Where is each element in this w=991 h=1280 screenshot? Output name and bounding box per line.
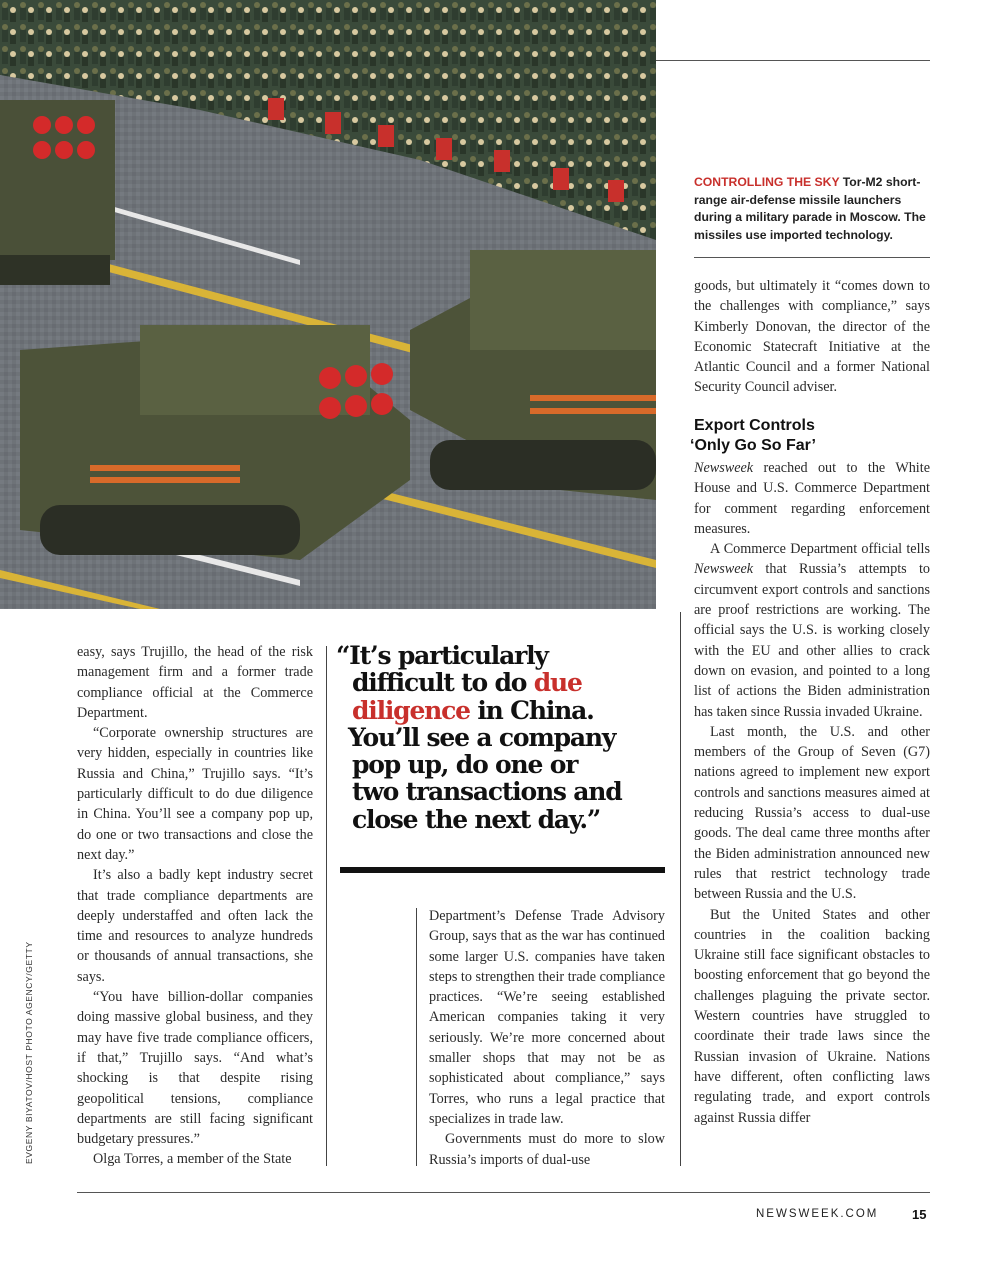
quote-line: difficult to do due <box>352 668 582 698</box>
subhead-line: ‘Only Go So Far’ <box>690 437 816 454</box>
quote-highlight: diligence <box>352 695 470 725</box>
top-rule <box>656 60 930 61</box>
caption-rule <box>694 257 930 258</box>
paragraph: Olga Torres, a member of the State <box>93 1151 292 1168</box>
column-divider <box>416 908 417 1166</box>
paragraph: “Corporate ownership structures are very hidden, especially in countries like Russia and China,” Trujillo says. “It’s particularly difficult to do due diligence in China. You’ll see a company pop up, do one or two transactions and close the next day.” <box>77 725 313 863</box>
quote-line: pop up, do one or <box>352 750 578 780</box>
caption-text: Tor-M2 short-range air-defense missile launchers during a military parade in Moscow. The missiles use imported technology. <box>694 175 926 242</box>
left-launcher <box>0 100 115 285</box>
quote-line: two transactions and <box>352 777 622 807</box>
paragraph: Last month, the U.S. and other members of the Group of Seven (G7) nations agreed to implement new export controls and sanctions measures aimed at reducing Russia’s access to dual-use goods. The deal came three months after the Biden administration announced new rules that restrict technology trade between Russia and the U.S. <box>694 723 930 903</box>
paragraph: A Commerce Department official tells Newsweek that Russia’s attempts to circumvent export controls and sanctions are proof restrictions are working. The official says the U.S. is working closely with the EU and other allies to crack down on evasion, and pointed to a long list of actions the Biden administration has taken since Russia invaded Ukraine. <box>694 541 930 720</box>
column-1 <box>77 642 313 1170</box>
missile-launchers-image <box>0 0 656 609</box>
page-number: 15 <box>912 1207 927 1222</box>
quote-line: “It’s particularly <box>336 641 548 670</box>
quote-line: You’ll see a company <box>348 722 616 752</box>
paragraph: Governments must do more to slow Russia’s imports of dual-use <box>429 1131 665 1168</box>
pull-quote <box>336 642 656 833</box>
subhead-line: Export Controls <box>694 417 815 434</box>
paragraph: But the United States and other countries in the coalition backing Ukraine still face significant obstacles to boosting enforcement that go beyond the challenges plaguing the private sector. Western countries have struggled to coordinate their trade laws since the Russian invasion of Ukraine. Nations have different, often conflicting laws regulating trade, and export controls against Russia differ <box>694 906 930 1126</box>
paragraph: goods, but ultimately it “comes down to the challenges with compliance,” says Kimberly Donovan, the director of the Economic Statecraft Initiative at the Atlantic Council and a former National Security Council adviser. <box>694 278 930 396</box>
subhead <box>690 416 930 456</box>
caption-kicker: CONTROLLING THE SKY <box>694 175 840 189</box>
paragraph: Department’s Defense Trade Advisory Group, says that as the war has continued some larger U.S. companies have taken steps to strengthen their trade compliance practices. “We’re seeing established American companies taking it very seriously. We’re more concerned about smaller shops that may not be as sophisticated about compliance,” says Torres, who runs a legal practice that specializes in trade law. <box>429 908 665 1127</box>
paragraph: easy, says Trujillo, the head of the risk management firm and a former trade compliance official at the Commerce Department. <box>77 644 313 721</box>
quote-line: close the next day.” <box>352 804 601 834</box>
column-divider <box>680 612 681 1166</box>
photo-credit: EVGENY BIYATOV/HOST PHOTO AGENCY/GETTY <box>24 941 34 1164</box>
paragraph: It’s also a badly kept industry secret that trade compliance departments are deeply understaffed and often lack the time and resources to analyze hundreds or thousands of annual transactions, she says. <box>77 867 313 985</box>
parade-photo <box>0 0 656 609</box>
column-divider <box>326 646 327 1166</box>
photo-caption <box>694 174 930 244</box>
footer-site: NEWSWEEK.COM <box>756 1208 879 1220</box>
column-3 <box>694 458 930 1128</box>
paragraph: “You have billion-dollar companies doing massive global business, and they may have five trade compliance officers, if that,” Trujillo says. “And what’s shocking is that despite rising geopolitical tensions, compliance departments are still facing significant budgetary pressures.” <box>77 989 313 1148</box>
quote-highlight: due <box>533 668 582 698</box>
quote-bar <box>340 867 665 873</box>
paragraph: Newsweek reached out to the White House and U.S. Commerce Department for comment regarding enforcement measures. <box>694 460 930 537</box>
quote-line: diligence in China. <box>352 695 594 725</box>
column-2 <box>429 906 665 1170</box>
column-3-top <box>694 276 930 398</box>
footer-rule <box>77 1192 930 1193</box>
